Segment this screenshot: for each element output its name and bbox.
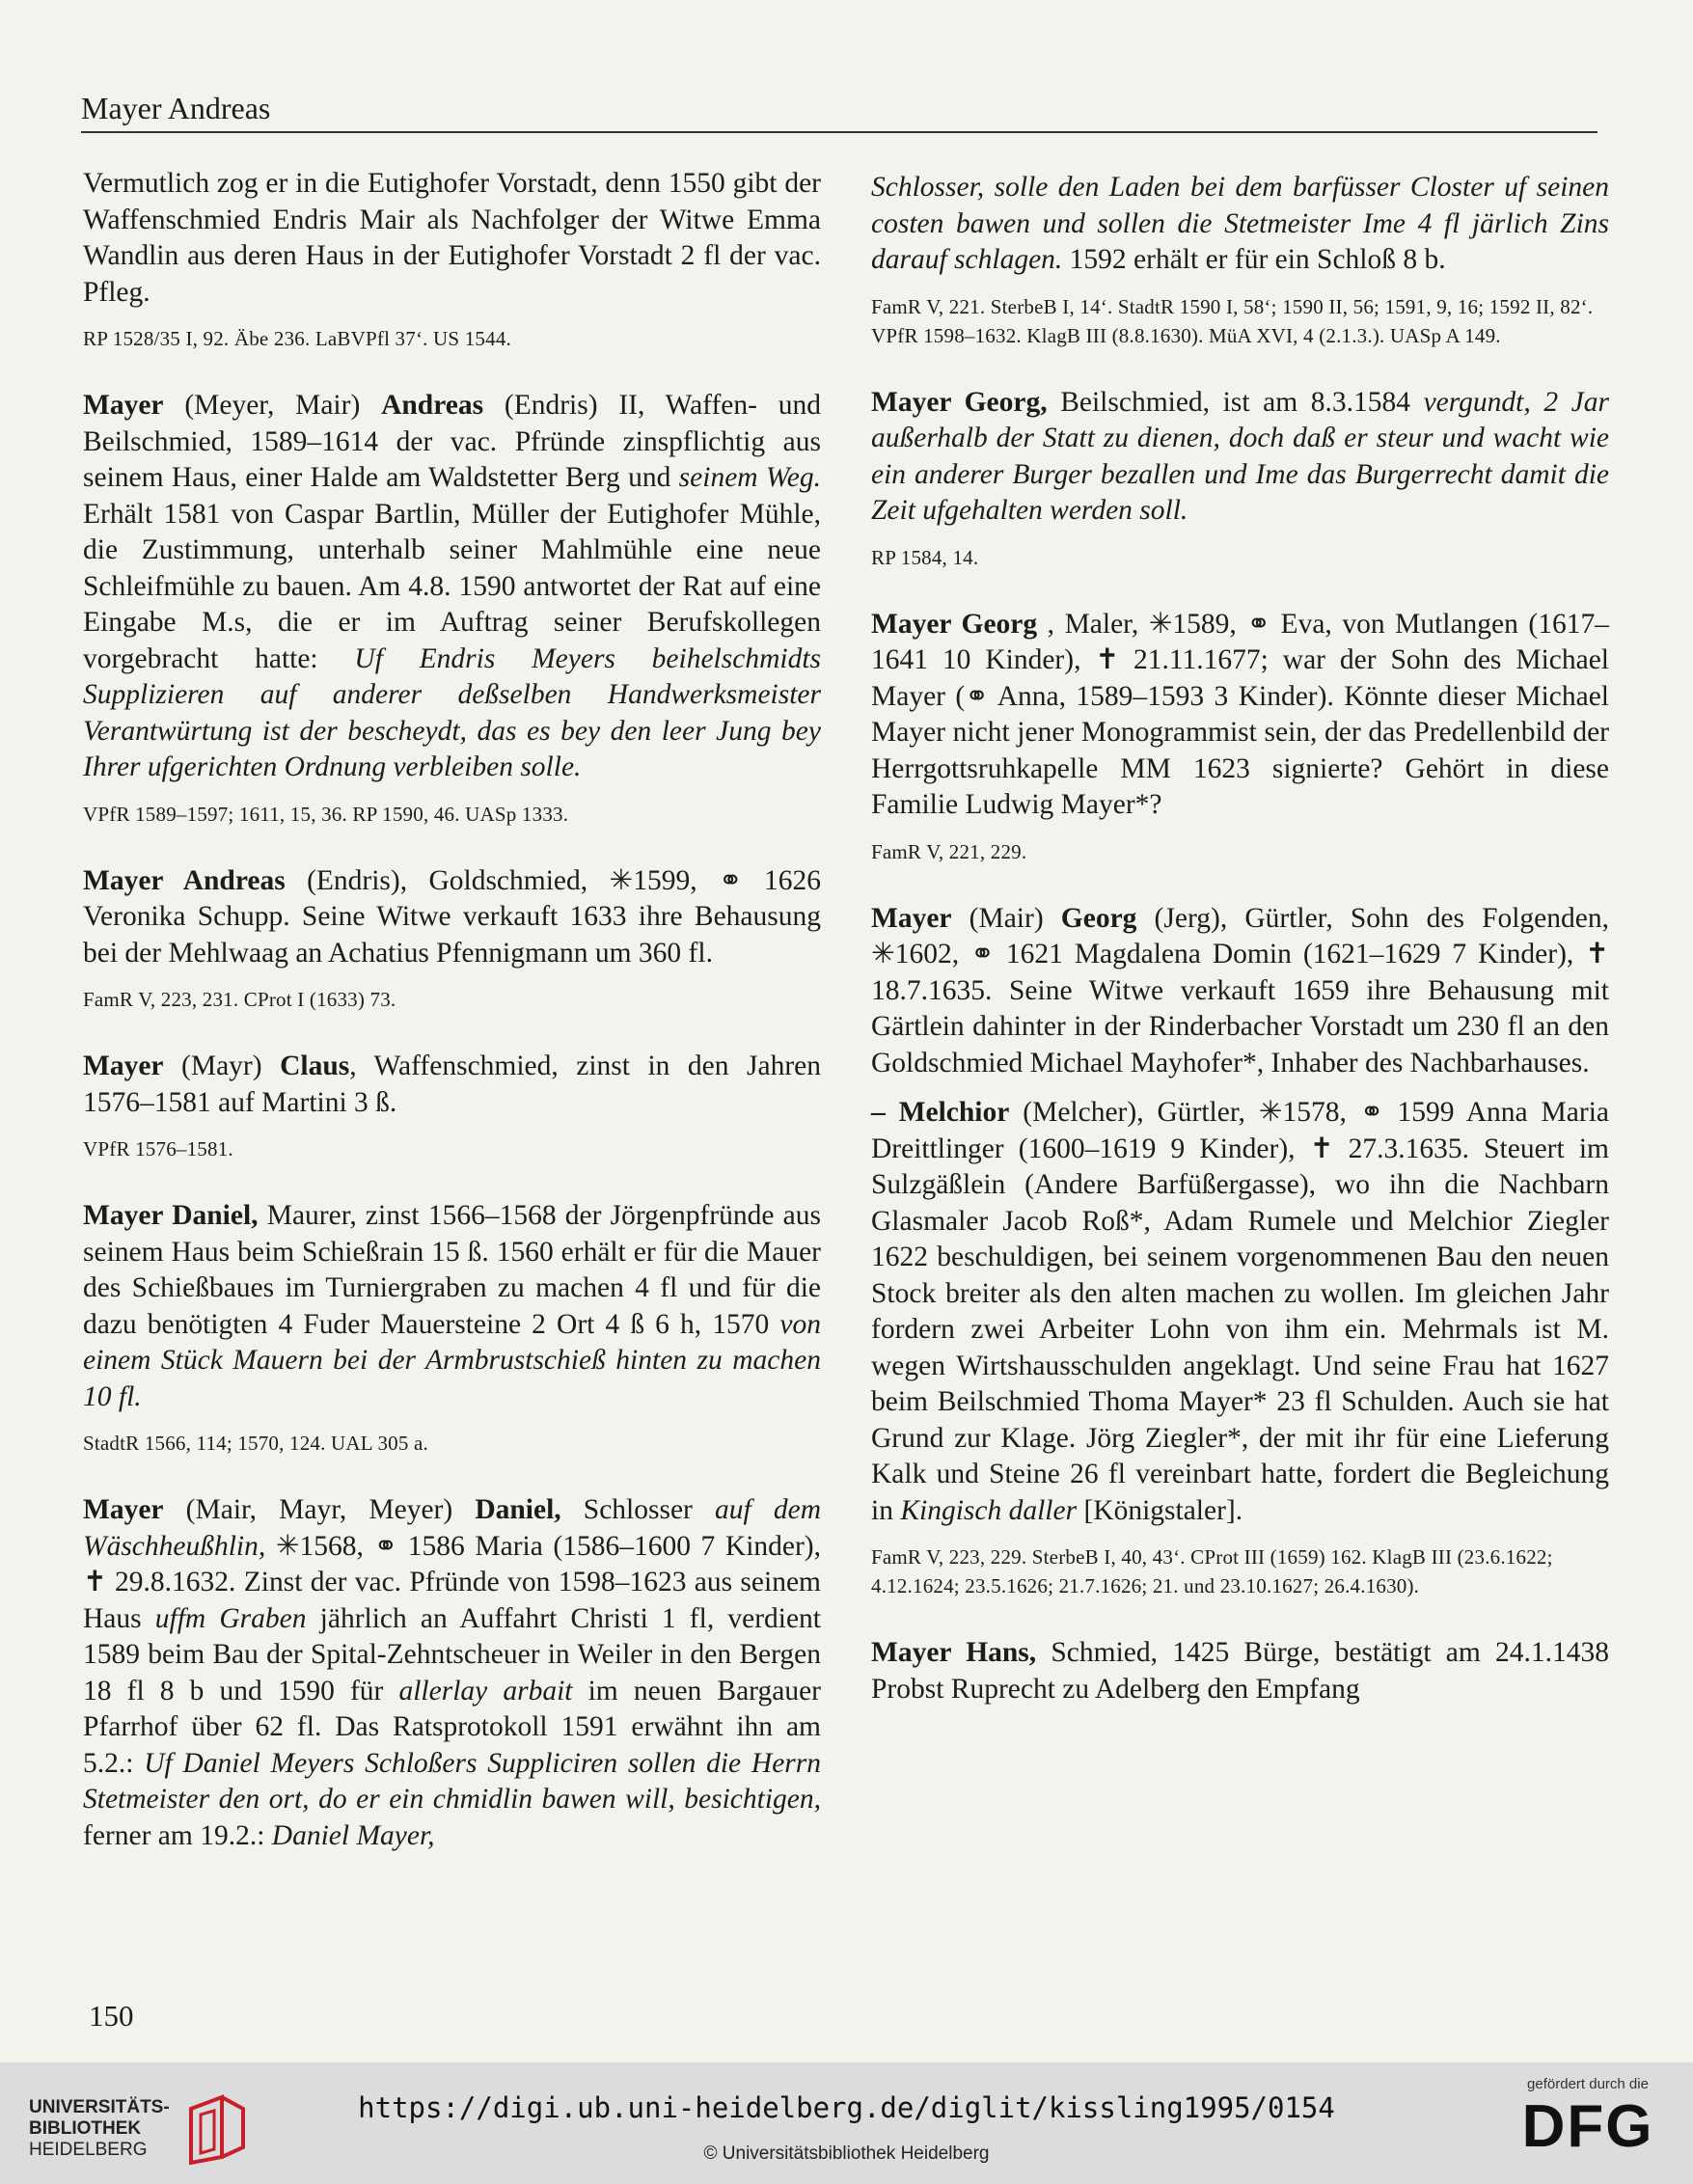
lexicon-entry	[83, 1198, 821, 1415]
lexicon-entry	[83, 166, 821, 311]
entry-text: jährlich an Auffahrt Christi 1 fl, verdient 1589 beim Bau der Spital-Zehntscheuer in Weiler in den Bergen 18 fl 8 b und 1590 für	[83, 1602, 821, 1706]
entry-text: Vermutlich zog er in die Eutighofer Vorstadt, denn 1550 gibt der Waffenschmied Endris Mair als Nachfolger der Witwe Emma Wandlin aus deren Haus in der Eutighofer Vorstadt 2 fl der vac. Pfleg.	[83, 168, 821, 308]
entry-text: (Jerg), Gürtler, Sohn des Folgenden, ✳1602, ⚭ 1621 Magdalena Domin (1621–1629 7 Kinder), ✝ 18.7.1635. Seine Witwe verkauft 1659 ihre Behausung mit Gärtlein dahinter in der Rinderbacher Vorstadt um 230 fl an den Goldschmied Michael Mayhofer*, Inhaber des Nachbarhauses.	[871, 902, 1609, 1078]
entry-text: 1592 erhält er für ein Schloß 8 b.	[1062, 244, 1446, 275]
lexicon-entry	[83, 388, 821, 786]
funder-block	[1501, 2076, 1675, 2158]
entry-headword: – Melchior	[871, 1097, 1010, 1128]
entry-text: , Waffenschmied, zinst in den Jahren 1576–1581 auf Martini 3 ß.	[83, 1051, 822, 1118]
entry-text: , Maler, ✳1589, ⚭ Eva, von Mutlangen (1617–1641 10 Kinder), ✝ 21.11.1677; war der Sohn des Michael Mayer (⚭ Anna, 1589–1593 3 Kinder). Könnte dieser Michael Mayer nicht jener Monogrammist sein, der das Predellenbild der Herrgottsruhkapelle MM 1623 signierte? Gehört in diese Familie Ludwig Mayer*?	[871, 608, 1609, 820]
lexicon-entry	[871, 385, 1609, 530]
entry-text: (Melcher), Gürtler, ✳1578, ⚭ 1599 Anna Maria Dreittlinger (1600–1619 9 Kinder), ✝ 27.3.1635. Steuert im Sulzgäßlein (Andere Barfüßergasse), wo ihn die Nachbarn Glasmaler Jacob Roß*, Adam Rumele und Melchior Ziegler 1622 beschuldigen, bei seinem vorgenommenen Bau den neuen Stock breiter als den alten machen zu wollen. Im gleichen Jahr fordern zwei Arbeiter Lohn von ihm ein. Mehrmals ist M. wegen Wirtshausschulden angeklagt. Und seine Frau hat 1627 beim Beilschmied Thoma Mayer* 23 fl Schulden. Auch sie hat Grund zur Klage. Jörg Ziegler*, der mit ihr für eine Lieferung Kalk und Steine 26 fl vereinbart hatte, fordert die Begleichung in	[871, 1097, 1609, 1526]
lexicon-entry	[871, 1635, 1609, 1707]
entry-headword: Mayer Georg,	[871, 386, 1048, 418]
permalink-url[interactable]: https://digi.ub.uni-heidelberg.de/diglit/kissling1995/0154	[358, 2091, 1335, 2124]
source-reference: FamR V, 223, 229. SterbeB I, 40, 43‘. CProt III (1659) 162. KlagB III (23.6.1622; 4.12.1624; 23.5.1626; 21.7.1626; 21. und 23.10.1627; 26.4.1630).	[871, 1545, 1553, 1597]
entry-quote: uffm Graben	[154, 1602, 307, 1634]
entry-headword: Mayer	[871, 902, 952, 934]
entry-text: Maurer, zinst 1566–1568 der Jörgenpfründe aus seinem Haus beim Schießrain 15 ß. 1560 erhält er für die Mauer des Schießbaues im Turniergraben zu machen 4 fl und für die dazu benötigten 4 Fuder Mauersteine 2 Ort 4 ß 6 h, 1570	[83, 1200, 821, 1340]
entry-quote: auf dem Wäschheußhlin,	[83, 1494, 821, 1562]
lexicon-entry	[871, 170, 1609, 279]
entry-text: (Meyer, Mair)	[163, 390, 382, 421]
entry-headword: Georg	[1060, 902, 1137, 934]
funder-label: gefördert durch die	[1527, 2076, 1649, 2092]
entry-quote: vergundt, 2 Jar außerhalb der Statt zu dienen, doch daß er steur und wacht wie ein anderer Burger bezallen und Ime das Burgerrecht damit die Zeit ufgehalten werden soll.	[871, 386, 1609, 526]
entry-headword: Mayer Georg	[871, 608, 1038, 640]
entry-text: ✳1568, ⚭ 1586 Maria (1586–1600 7 Kinder), ✝ 29.8.1632. Zinst der vac. Pfründe von 1598–1623 aus seinem Haus	[83, 1530, 821, 1634]
entry-headword: Mayer	[83, 1051, 164, 1081]
entry-text: [Königstaler].	[1077, 1494, 1243, 1526]
entry-headword: Andreas	[381, 390, 484, 421]
logo-line-1: UNIVERSITÄTS-	[29, 2097, 170, 2117]
entry-text: (Endris), Goldschmied, ✳1599, ⚭ 1626 Veronika Schupp. Seine Witwe verkauft 1633 ihre Behausung bei der Mehlwaag an Achatius Pfennigmann um 360 fl.	[83, 864, 821, 969]
source-reference: FamR V, 221, 229.	[871, 839, 1027, 863]
entry-quote: Uf Endris Meyers beihelschmidts Supplizieren auf anderer deßselben Handwerksmeister Verantwürtung ist der bescheydt, das es bey den leer Jung bey Ihrer ufgerichten Ordnung verbleiben solle.	[83, 642, 821, 782]
entry-headword: Daniel,	[475, 1494, 561, 1525]
entry-text: im neuen Bargauer Pfarrhof über 62 fl. Das Ratsprotokoll 1591 erwähnt ihn am 5.2.:	[83, 1675, 821, 1779]
entry-text: Erhält 1581 von Caspar Bartlin, Müller der Eutighofer Mühle, die Zustimmung, unterhalb seiner Mahlmühle eine neue Schleifmühle zu bauen. Am 4.8. 1590 antwortet der Rat auf eine Eingabe M.s, die er im Auftrag seiner Berufskollegen vorgebracht hatte:	[83, 498, 821, 674]
entry-quote: seinem Weg.	[678, 462, 821, 493]
entry-text: ferner am 19.2.:	[83, 1819, 272, 1851]
logo-line-3: HEIDELBERG	[29, 2140, 148, 2160]
entry-text: (Mayr)	[163, 1051, 281, 1081]
source-reference: StadtR 1566, 114; 1570, 124. UAL 305 a.	[83, 1432, 428, 1455]
entry-quote: allerlay arbait	[398, 1675, 573, 1706]
source-reference: FamR V, 223, 231. CProt I (1633) 73.	[83, 988, 396, 1011]
entry-headword: Mayer Daniel,	[83, 1200, 259, 1231]
entry-quote: von einem Stück Mauern bei der Armbrustschieß hinten zu machen 10 fl.	[83, 1308, 821, 1412]
copyright-notice: © Universitätsbibliothek Heidelberg	[703, 2143, 990, 2164]
lexicon-entry	[871, 1095, 1609, 1529]
source-reference: FamR V, 221. SterbeB I, 14‘. StadtR 1590 I, 58‘; 1590 II, 56; 1591, 9, 16; 1592 II, 82‘. VPfR 1598–1632. KlagB III (8.8.1630). MüA XVI, 4 (2.1.3.). UASp A 149.	[871, 294, 1594, 347]
entry-text: Beilschmied, ist am 8.3.1584	[1047, 386, 1424, 418]
lexicon-entry	[83, 863, 821, 972]
lexicon-entry	[83, 1492, 821, 1854]
left-column	[83, 166, 821, 1868]
page-number: 150	[89, 1999, 134, 2033]
logo-line-2: BIBLIOTHEK	[29, 2118, 142, 2139]
entry-headword: Claus	[280, 1051, 350, 1081]
entry-text: Schmied, 1425 Bürge, bestätigt am 24.1.1438 Probst Ruprecht zu Adelberg den Empfang	[871, 1637, 1609, 1705]
dfg-logo[interactable]: DFG	[1521, 2093, 1654, 2160]
viewer-footer	[0, 2062, 1693, 2184]
right-column	[871, 170, 1609, 1721]
lexicon-entry	[83, 1049, 821, 1121]
source-reference: RP 1584, 14.	[871, 545, 979, 569]
running-head: Mayer Andreas	[81, 89, 1597, 133]
entry-headword: Mayer Andreas	[83, 864, 286, 896]
lexicon-entry	[871, 607, 1609, 824]
source-reference: RP 1528/35 I, 92. Äbe 236. LaBVPfl 37‘. US 1544.	[83, 327, 511, 350]
entry-headword: Mayer	[83, 1494, 164, 1525]
entry-quote: Daniel Mayer,	[271, 1819, 435, 1851]
entry-headword: Mayer	[83, 390, 164, 421]
entry-text: (Endris) II, Waffen- und Beilschmied, 1589–1614 der vac. Pfründe zinspflichtig aus seinem Haus, einer Halde am Waldstetter Berg und	[83, 390, 821, 493]
entry-text: Schlosser	[560, 1494, 716, 1525]
entry-text: (Mair, Mayr, Meyer)	[163, 1494, 476, 1525]
lexicon-entry	[871, 901, 1609, 1082]
entry-text: (Mair)	[951, 902, 1061, 934]
entry-headword: Mayer Hans,	[871, 1637, 1037, 1668]
source-reference: VPfR 1589–1597; 1611, 15, 36. RP 1590, 46. UASp 1333.	[83, 802, 569, 826]
entry-quote: Uf Daniel Meyers Schloßers Suppliciren sollen die Herrn Stetmeister den ort, do er ein chmidlin bawen will, besichtigen,	[83, 1747, 821, 1815]
entry-quote: Kingisch daller	[900, 1494, 1078, 1526]
entry-quote: Schlosser, solle den Laden bei dem barfüsser Closter uf seinen costen bawen und sollen die Stetmeister Ime 4 fl järlich Zins darauf schlagen.	[871, 172, 1609, 275]
source-reference: VPfR 1576–1581.	[83, 1137, 233, 1160]
